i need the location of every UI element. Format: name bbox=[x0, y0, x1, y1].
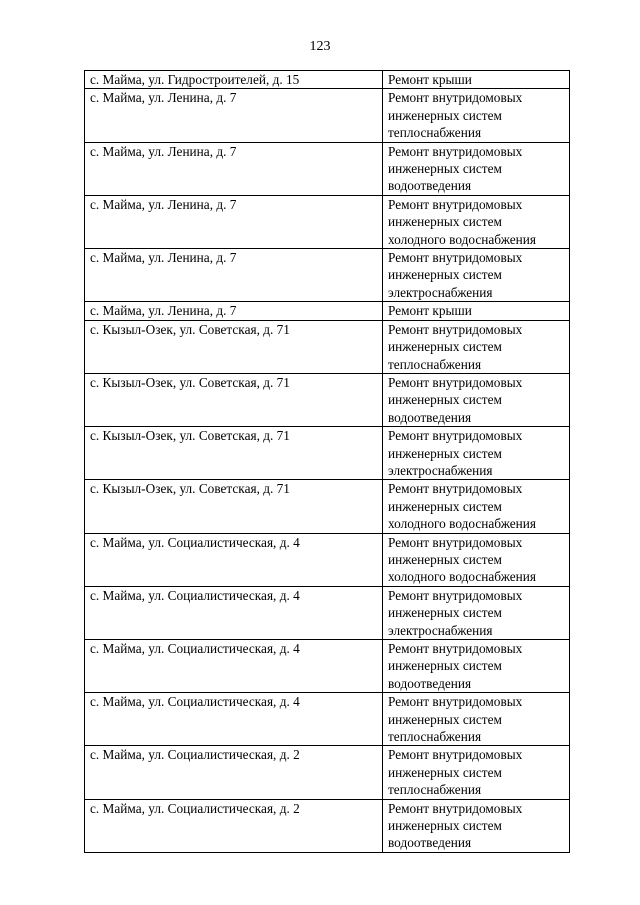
address-cell: с. Майма, ул. Социалистическая, д. 2 bbox=[85, 746, 383, 799]
table-row bbox=[85, 71, 570, 89]
table-row bbox=[85, 89, 570, 142]
address-cell: с. Майма, ул. Социалистическая, д. 4 bbox=[85, 533, 383, 586]
work-line: Ремонт внутридомовых bbox=[388, 481, 523, 497]
table-row bbox=[85, 693, 570, 746]
table-row bbox=[85, 320, 570, 373]
table-row bbox=[85, 302, 570, 320]
work-line: инженерных систем bbox=[388, 658, 502, 674]
work-line: инженерных систем bbox=[388, 214, 502, 230]
address-cell: с. Кызыл-Озек, ул. Советская, д. 71 bbox=[85, 480, 383, 533]
work-line: теплоснабжения bbox=[388, 125, 482, 141]
work-line: инженерных систем bbox=[388, 339, 502, 355]
work-cell bbox=[383, 89, 570, 142]
work-cell bbox=[383, 373, 570, 426]
table-row bbox=[85, 249, 570, 302]
work-line: инженерных систем bbox=[388, 267, 502, 283]
work-line: Ремонт внутридомовых bbox=[388, 374, 523, 390]
work-cell bbox=[383, 480, 570, 533]
work-line: Ремонт внутридомовых bbox=[388, 196, 523, 212]
address-cell: с. Кызыл-Озек, ул. Советская, д. 71 bbox=[85, 320, 383, 373]
work-cell bbox=[383, 249, 570, 302]
work-line: теплоснабжения bbox=[388, 782, 482, 798]
work-line: электроснабжения bbox=[388, 622, 493, 638]
work-cell bbox=[383, 302, 570, 320]
work-cell bbox=[383, 693, 570, 746]
table-row bbox=[85, 195, 570, 248]
work-line: Ремонт внутридомовых bbox=[388, 641, 523, 656]
work-line: Ремонт внутридомовых bbox=[388, 428, 523, 444]
work-line: Ремонт внутридомовых bbox=[388, 800, 523, 816]
address-cell: с. Майма, ул. Социалистическая, д. 4 bbox=[85, 693, 383, 746]
work-cell bbox=[383, 142, 570, 195]
table-row bbox=[85, 142, 570, 195]
work-line: инженерных систем bbox=[388, 551, 502, 567]
work-line: инженерных систем bbox=[388, 445, 502, 461]
work-cell bbox=[383, 799, 570, 852]
address-cell: с. Кызыл-Озек, ул. Советская, д. 71 bbox=[85, 373, 383, 426]
work-line: Ремонт внутридомовых bbox=[388, 143, 523, 159]
table-row bbox=[85, 480, 570, 533]
work-line: Ремонт внутридомовых bbox=[388, 534, 523, 550]
work-cell bbox=[383, 746, 570, 799]
address-cell: с. Майма, ул. Социалистическая, д. 4 bbox=[85, 586, 383, 639]
work-line: инженерных систем bbox=[388, 392, 502, 408]
work-line: инженерных систем bbox=[388, 711, 502, 727]
work-line: теплоснабжения bbox=[388, 729, 482, 745]
work-line: холодного водоснабжения bbox=[388, 569, 536, 585]
work-line: холодного водоснабжения bbox=[388, 516, 536, 532]
work-line: водоотведения bbox=[388, 178, 472, 194]
work-line: водоотведения bbox=[388, 409, 472, 425]
work-line: водоотведения bbox=[388, 835, 472, 851]
work-cell bbox=[383, 71, 570, 89]
table-body bbox=[85, 71, 570, 853]
work-line: холодного водоснабжения bbox=[388, 231, 536, 247]
repair-works-table bbox=[84, 70, 570, 853]
work-cell bbox=[383, 640, 570, 693]
address-cell: с. Майма, ул. Ленина, д. 7 bbox=[85, 89, 383, 142]
work-cell bbox=[383, 533, 570, 586]
work-line: инженерных систем bbox=[388, 764, 502, 780]
table-row bbox=[85, 640, 570, 693]
work-line: инженерных систем bbox=[388, 498, 502, 514]
address-cell: с. Майма, ул. Социалистическая, д. 2 bbox=[85, 799, 383, 852]
address-cell: с. Кызыл-Озек, ул. Советская, д. 71 bbox=[85, 427, 383, 480]
work-line: инженерных систем bbox=[388, 161, 502, 177]
address-cell: с. Майма, ул. Гидростроителей, д. 15 bbox=[85, 71, 383, 89]
work-line: электроснабжения bbox=[388, 284, 493, 300]
work-line: Ремонт крыши bbox=[388, 72, 472, 87]
work-cell bbox=[383, 320, 570, 373]
work-line: Ремонт внутридомовых bbox=[388, 90, 523, 106]
work-line: инженерных систем bbox=[388, 818, 502, 834]
table-row bbox=[85, 799, 570, 852]
address-cell: с. Майма, ул. Ленина, д. 7 bbox=[85, 142, 383, 195]
address-cell: с. Майма, ул. Социалистическая, д. 4 bbox=[85, 640, 383, 693]
work-cell bbox=[383, 427, 570, 480]
table-row bbox=[85, 427, 570, 480]
table-row bbox=[85, 533, 570, 586]
work-line: Ремонт внутридомовых bbox=[388, 250, 523, 266]
work-line: инженерных систем bbox=[388, 107, 502, 123]
work-line: Ремонт внутридомовых bbox=[388, 747, 523, 763]
address-cell: с. Майма, ул. Ленина, д. 7 bbox=[85, 249, 383, 302]
work-line: инженерных систем bbox=[388, 605, 502, 621]
address-cell: с. Майма, ул. Ленина, д. 7 bbox=[85, 195, 383, 248]
work-line: Ремонт внутридомовых bbox=[388, 587, 523, 603]
table-row bbox=[85, 373, 570, 426]
table-row bbox=[85, 586, 570, 639]
work-line: теплоснабжения bbox=[388, 356, 482, 372]
work-cell bbox=[383, 586, 570, 639]
work-cell bbox=[383, 195, 570, 248]
work-line: водоотведения bbox=[388, 675, 472, 691]
table-row bbox=[85, 746, 570, 799]
work-line: Ремонт внутридомовых bbox=[388, 321, 523, 337]
work-line: электроснабжения bbox=[388, 462, 493, 478]
work-line: Ремонт крыши bbox=[388, 303, 472, 319]
address-cell: с. Майма, ул. Ленина, д. 7 bbox=[85, 302, 383, 320]
work-line: Ремонт внутридомовых bbox=[388, 694, 523, 710]
page-number: 123 bbox=[309, 39, 331, 54]
